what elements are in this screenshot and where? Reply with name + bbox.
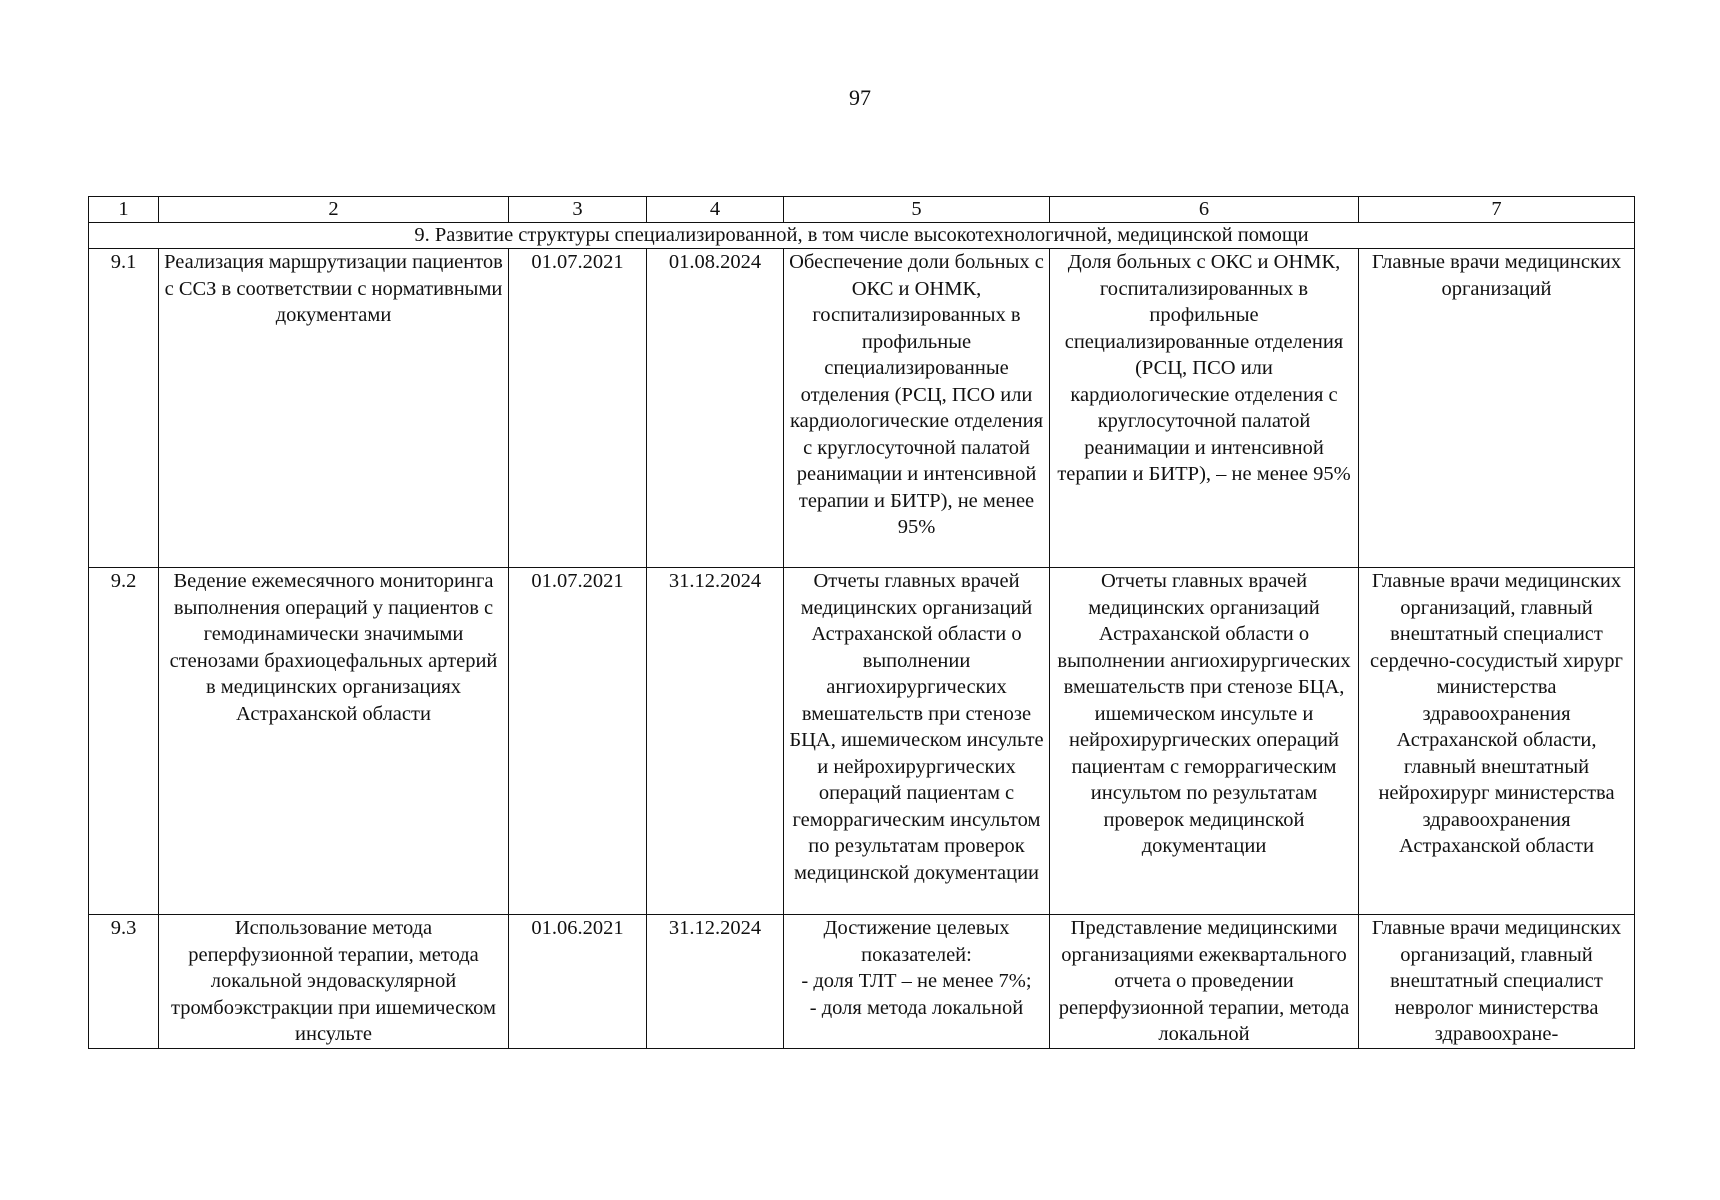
result-cell bbox=[784, 915, 1050, 1049]
column-number: 7 bbox=[1359, 197, 1635, 223]
end-date-cell: 31.12.2024 bbox=[647, 915, 784, 1049]
result-line: Достижение целевых показателей: bbox=[823, 917, 1010, 966]
end-date-cell: 31.12.2024 bbox=[647, 568, 784, 915]
indicator-cell: Представление медицинскими организациями ежеквартального отчета о проведении реперфузионной терапии, метода локальной bbox=[1050, 915, 1359, 1049]
table-row bbox=[89, 915, 1635, 1049]
indicator-cell: Отчеты главных врачей медицинских организаций Астраханской области о выполнении ангиохирургических вмешательств при стенозе БЦА, ишемическом инсульте и нейрохирургических операций пациентам с геморрагическим инсультом по результатам проверок медицинской документации bbox=[1050, 568, 1359, 915]
start-date-cell: 01.07.2021 bbox=[509, 249, 647, 568]
indicator-cell: Доля больных с ОКС и ОНМК, госпитализированных в профильные специализированные отделения (РСЦ, ПСО или кардиологические отделения с круглосуточной палатой реанимации и интенсивной терапии и БИТР), – не менее 95% bbox=[1050, 249, 1359, 568]
row-id: 9.2 bbox=[89, 568, 159, 915]
start-date-cell: 01.06.2021 bbox=[509, 915, 647, 1049]
section-row bbox=[89, 223, 1635, 249]
responsible-cell: Главные врачи медицинских организаций, главный внештатный специалист сердечно-сосудистый хирург министерства здравоохранения Астраханской области, главный внештатный нейрохирург министерства здравоохранения Астраханской области bbox=[1359, 568, 1635, 915]
row-id: 9.1 bbox=[89, 249, 159, 568]
column-number: 1 bbox=[89, 197, 159, 223]
row-id: 9.3 bbox=[89, 915, 159, 1049]
column-number: 4 bbox=[647, 197, 784, 223]
result-cell: Обеспечение доли больных с ОКС и ОНМК, госпитализированных в профильные специализированные отделения (РСЦ, ПСО или кардиологические отделения с круглосуточной палатой реанимации и интенсивной терапии и БИТР), не менее 95% bbox=[784, 249, 1050, 568]
result-line: - доля метода локальной bbox=[809, 996, 1024, 1019]
column-number: 5 bbox=[784, 197, 1050, 223]
column-number: 2 bbox=[159, 197, 509, 223]
result-cell: Отчеты главных врачей медицинских организаций Астраханской области о выполнении ангиохирургических вмешательств при стенозе БЦА, ишемическом инсульте и нейрохирургических операций пациентам с геморрагическим инсультом по результатам проверок медицинской документации bbox=[784, 568, 1050, 915]
activity-table bbox=[88, 196, 1635, 1049]
activity-cell: Использование метода реперфузионной терапии, метода локальной эндоваскулярной тромбоэкстракции при ишемическом инсульте bbox=[159, 915, 509, 1049]
end-date-cell: 01.08.2024 bbox=[647, 249, 784, 568]
page-number: 97 bbox=[849, 85, 871, 110]
table-row bbox=[89, 249, 1635, 568]
activity-cell: Ведение ежемесячного мониторинга выполнения операций у пациентов с гемодинамически значимыми стенозами брахиоцефальных артерий в медицинских организациях Астраханской области bbox=[159, 568, 509, 915]
column-number: 3 bbox=[509, 197, 647, 223]
responsible-cell: Главные врачи медицинских организаций bbox=[1359, 249, 1635, 568]
responsible-cell: Главные врачи медицинских организаций, главный внештатный специалист невролог министерства здравоохране- bbox=[1359, 915, 1635, 1049]
activity-cell: Реализация маршрутизации пациентов с ССЗ в соответствии с нормативными документами bbox=[159, 249, 509, 568]
start-date-cell: 01.07.2021 bbox=[509, 568, 647, 915]
result-line: - доля ТЛТ – не менее 7%; bbox=[801, 970, 1032, 992]
column-number-row bbox=[89, 197, 1635, 223]
table-row bbox=[89, 568, 1635, 915]
column-number: 6 bbox=[1050, 197, 1359, 223]
section-title: 9. Развитие структуры специализированной, в том числе высокотехнологичной, медицинской помощи bbox=[89, 223, 1635, 249]
